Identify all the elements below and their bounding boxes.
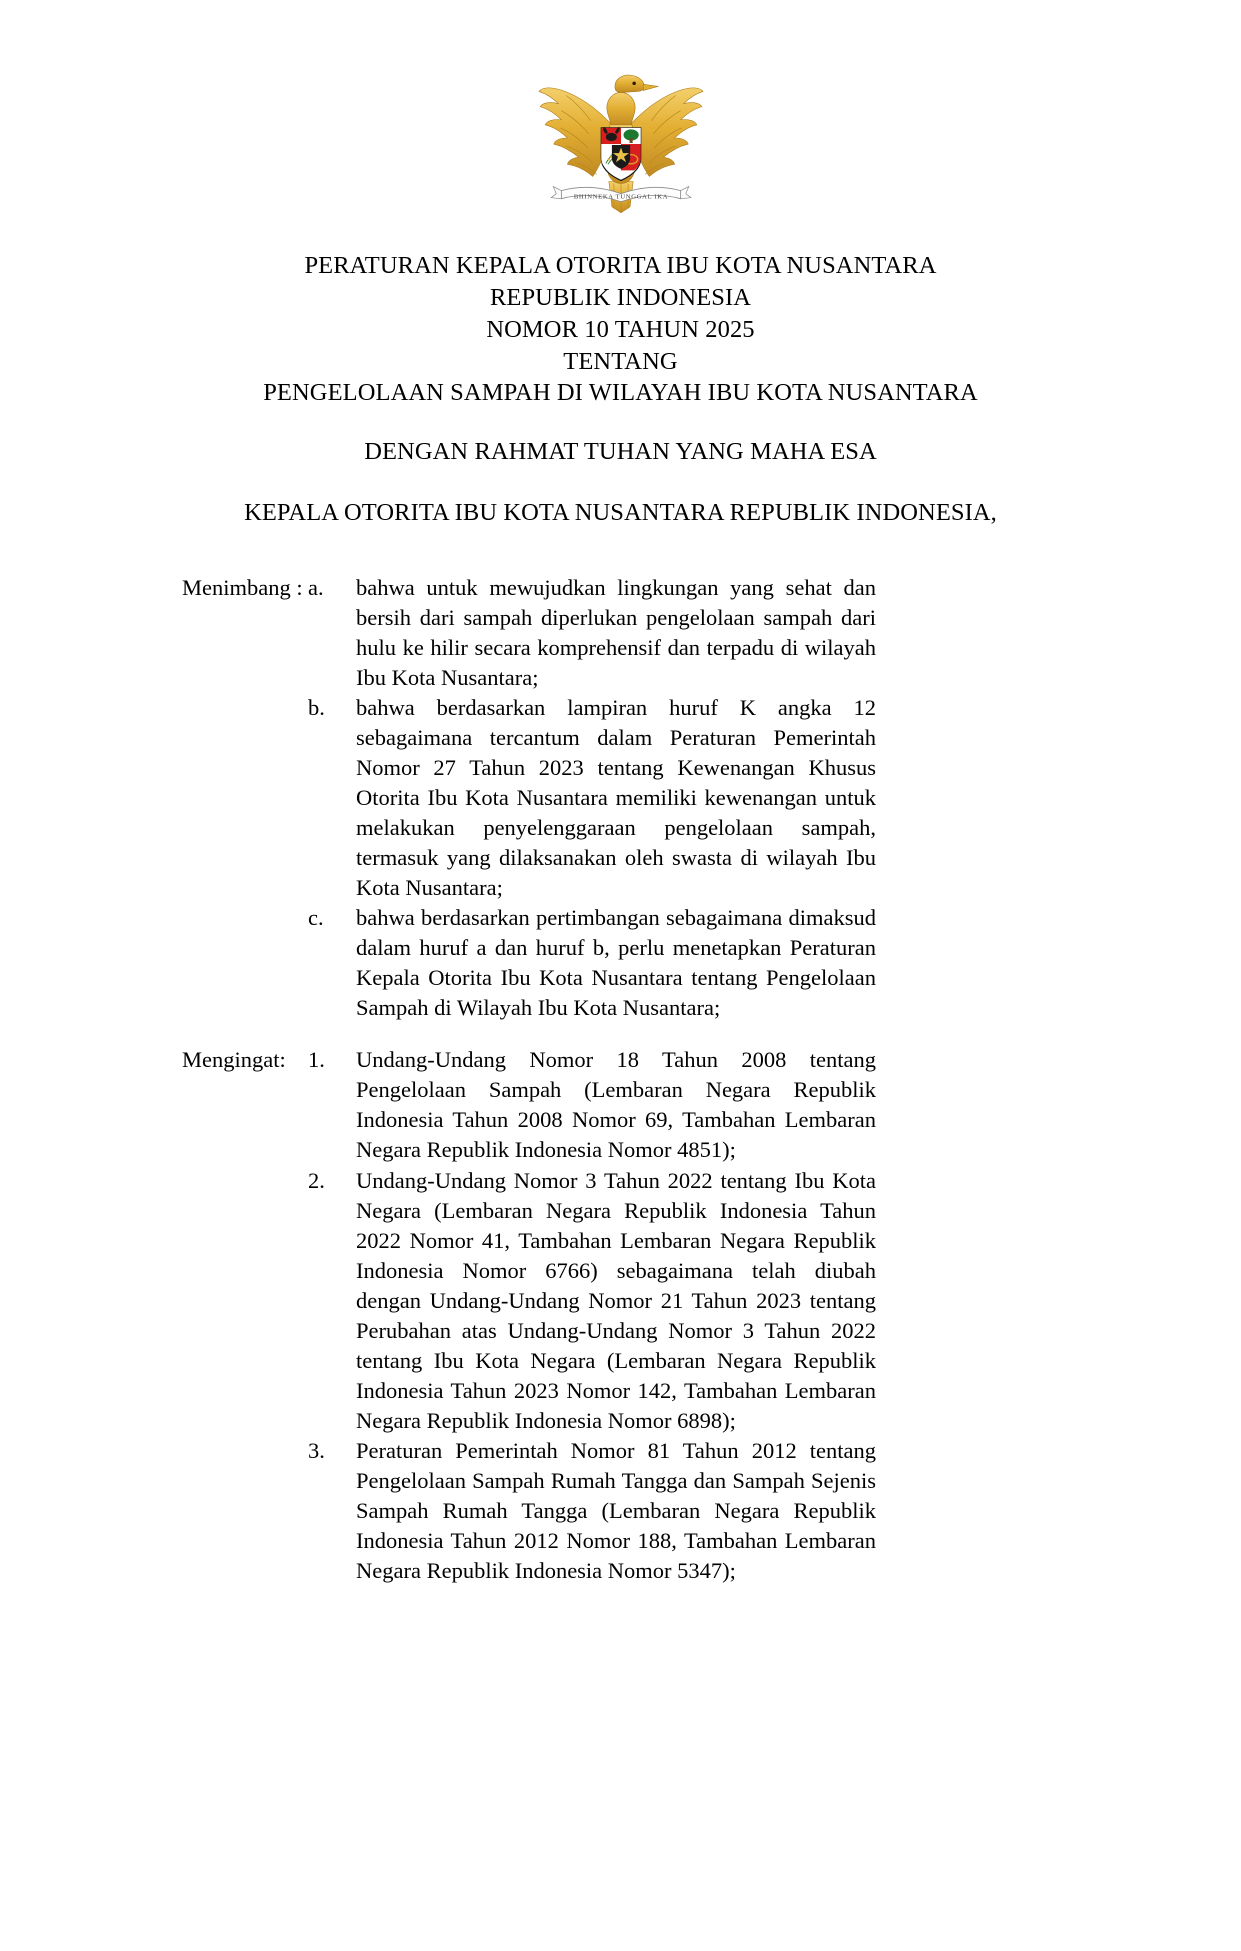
menimbang-marker-b: b. [308, 695, 325, 721]
menimbang-item-c [0, 903, 1241, 1023]
title-line-5: PENGELOLAAN SAMPAH DI WILAYAH IBU KOTA NUSANTARA [263, 379, 978, 407]
authority-line: KEPALA OTORITA IBU KOTA NUSANTARA REPUBLIK INDONESIA, [244, 499, 997, 527]
title-line-1: PERATURAN KEPALA OTORITA IBU KOTA NUSANTARA [304, 252, 937, 279]
menimbang-marker-a: a. [308, 574, 324, 600]
menimbang-item-a [0, 573, 1241, 693]
mengingat-item-3 [0, 1436, 1241, 1586]
menimbang-text-b: bahwa berdasarkan lampiran huruf K angka 12 sebagaimana tercantum dalam Peraturan Pemerintah Nomor 27 Tahun 2023 tentang Kewenangan Khusus Otorita Ibu Kota Nusantara memiliki kewenangan untuk melakukan penyelenggaraan pengelolaan sampah, termasuk yang dilaksanakan oleh swasta di wilayah Ibu Kota Nusantara; [356, 695, 876, 901]
mengingat-text-2: Undang-Undang Nomor 3 Tahun 2022 tentang Ibu Kota Negara (Lembaran Negara Republik Indonesia Tahun 2022 Nomor 41, Tambahan Lembaran Negara Republik Indonesia Nomor 6766) sebagaimana telah diubah dengan Undang-Undang Nomor 21 Tahun 2023 tentang Perubahan atas Undang-Undang Nomor 3 Tahun 2022 tentang Ibu Kota Negara (Lembaran Negara Republik Indonesia Tahun 2023 Nomor 142, Tambahan Lembaran Negara Republik Indonesia Nomor 6898); [356, 1167, 876, 1433]
mengingat-text-1: Undang-Undang Nomor 18 Tahun 2008 tentang Pengelolaan Sampah (Lembaran Negara Republik Indonesia Tahun 2008 Nomor 69, Tambahan Lembaran Negara Republik Indonesia Nomor 4851); [356, 1047, 876, 1163]
menimbang-marker-c: c. [308, 905, 324, 931]
title-line-3: NOMOR 10 TAHUN 2025 [486, 315, 755, 343]
invocation-line: DENGAN RAHMAT TUHAN YANG MAHA ESA [364, 438, 877, 466]
mengingat-marker-3: 3. [308, 1437, 325, 1463]
menimbang-item-b [0, 693, 1241, 903]
title-block [0, 250, 1241, 529]
considerations [0, 573, 1241, 1586]
mengingat-item-2 [0, 1166, 1241, 1436]
mengingat-section [0, 1045, 1241, 1586]
menimbang-text-a: bahwa untuk mewujudkan lingkungan yang sehat dan bersih dari sampah diperlukan pengelolaan sampah dari hulu ke hilir secara komprehensif dan terpadu di wilayah Ibu Kota Nusantara; [356, 574, 876, 690]
emblem-container [0, 0, 1241, 224]
mengingat-item-1 [0, 1045, 1241, 1165]
menimbang-section [0, 573, 1241, 1023]
garuda-pancasila-emblem [535, 64, 707, 216]
mengingat-label: Mengingat: [182, 1047, 286, 1073]
menimbang-label: Menimbang : [182, 574, 303, 600]
mengingat-marker-2: 2. [308, 1167, 325, 1193]
title-line-2: REPUBLIK INDONESIA [489, 283, 752, 311]
menimbang-text-c: bahwa berdasarkan pertimbangan sebagaimana dimaksud dalam huruf a dan huruf b, perlu menetapkan Peraturan Kepala Otorita Ibu Kota Nusantara tentang Pengelolaan Sampah di Wilayah Ibu Kota Nusantara; [356, 905, 876, 1021]
svg-text:BHINNEKA TUNGGAL IKA: BHINNEKA TUNGGAL IKA [573, 193, 668, 201]
title-line-4: TENTANG [563, 347, 678, 375]
mengingat-text-3: Peraturan Pemerintah Nomor 81 Tahun 2012 tentang Pengelolaan Sampah Rumah Tangga dan Sampah Sejenis Sampah Rumah Tangga (Lembaran Negara Republik Indonesia Tahun 2012 Nomor 188, Tambahan Lembaran Negara Republik Indonesia Nomor 5347); [356, 1437, 876, 1583]
mengingat-marker-1: 1. [308, 1047, 325, 1073]
